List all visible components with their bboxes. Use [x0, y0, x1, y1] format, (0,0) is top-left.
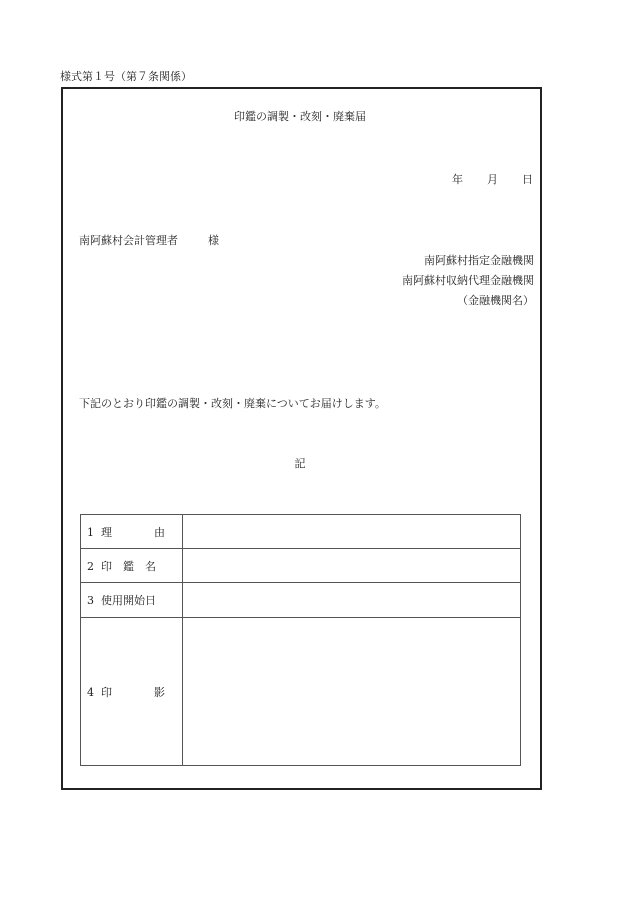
date-day: 日	[522, 173, 533, 186]
addressee-honorific: 様	[208, 234, 219, 247]
row-label-start-date: 3 使用開始日	[81, 583, 183, 618]
sender-line-2: 南阿蘇村収納代理金融機関	[402, 274, 534, 287]
table-row	[81, 515, 521, 549]
body-text: 下記のとおり印鑑の調製・改刻・廃棄についてお届けします。	[79, 397, 386, 410]
date-year: 年	[452, 173, 463, 186]
table-row	[81, 549, 521, 583]
addressee-name: 南阿蘇村会計管理者	[79, 234, 178, 247]
sender-line-1: 南阿蘇村指定金融機関	[424, 254, 534, 267]
sender-line-3: （金融機関名）	[457, 294, 534, 307]
date-month: 月	[487, 173, 498, 186]
reason-field[interactable]	[183, 515, 521, 549]
table-row	[81, 583, 521, 618]
row-label-seal-name: 2 印 鑑 名	[81, 549, 183, 583]
form-number: 様式第１号（第７条関係）	[60, 70, 192, 83]
details-table	[80, 514, 521, 766]
seal-impression-field[interactable]	[183, 618, 521, 766]
row-label-seal-impression: 4 印 影	[81, 618, 183, 766]
row-label-reason: 1 理 由	[81, 515, 183, 549]
start-date-field[interactable]	[183, 583, 521, 618]
ki-heading: 記	[294, 457, 306, 470]
seal-name-field[interactable]	[183, 549, 521, 583]
table-row	[81, 618, 521, 766]
page-title: 印鑑の調製・改刻・廃棄届	[234, 110, 366, 123]
